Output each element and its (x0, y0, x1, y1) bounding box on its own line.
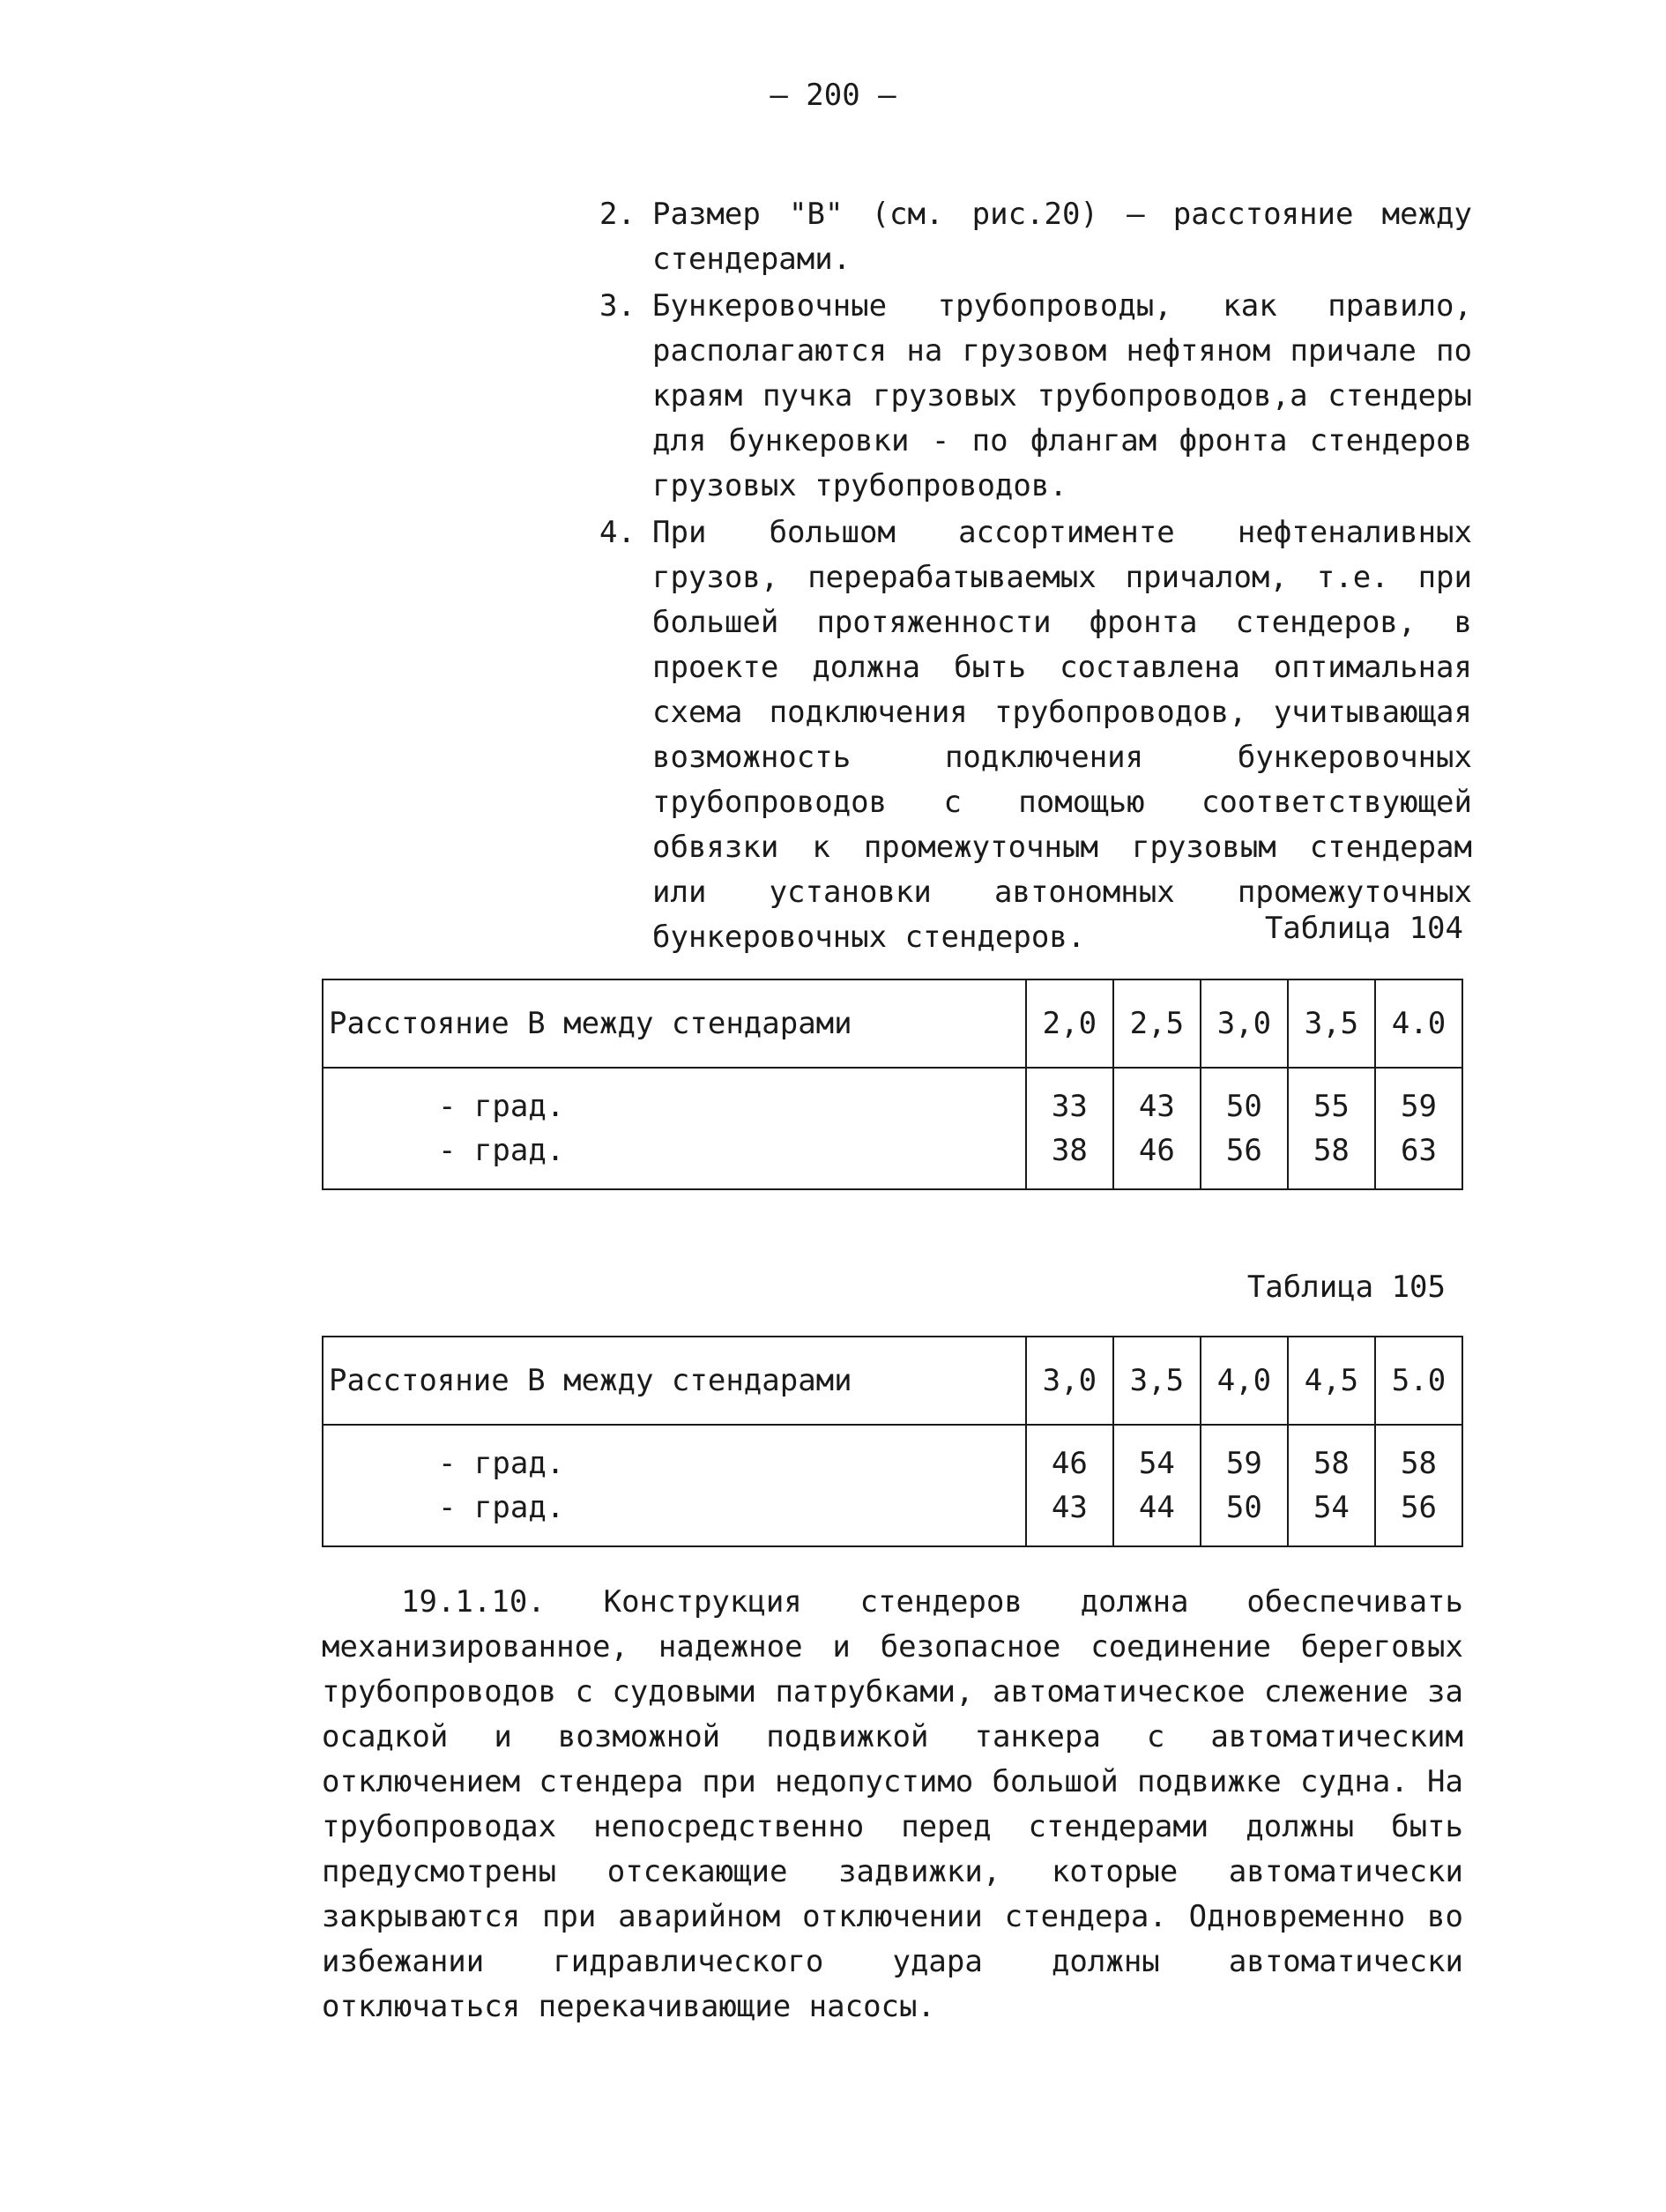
column-header: 3,5 (1113, 1337, 1201, 1425)
list-item-number: 3. (599, 288, 636, 324)
table-row (323, 1128, 1462, 1189)
table-cell: 56 (1201, 1128, 1288, 1189)
list-item-number: 4. (599, 515, 636, 550)
table-105 (322, 1336, 1463, 1547)
row-label: - град. (438, 1446, 565, 1481)
table-cell: 58 (1288, 1425, 1375, 1486)
table-cell: 33 (1026, 1068, 1113, 1128)
table-cell: 46 (1113, 1128, 1201, 1189)
table-cell: 59 (1201, 1425, 1288, 1486)
table-cell: 43 (1026, 1486, 1113, 1546)
body-paragraph: 19.1.10. Конструкция стендеров должна обеспечивать механизированное, надежное и безопасное соединение береговых трубопроводов с судовыми патрубками, автоматическое слежение за осадкой и возможной подвижкой танкера с автоматическим отключением стендера при недопустимо большой подвижке судна. На трубопроводах непосредственно перед стендерами должны быть предусмотрены отсекающие задвижки, которые автоматически закрываются при аварийном отключении стендера. Одновременно во избежании гидравлического удара должны автоматически отключаться перекачивающие насосы. (322, 1584, 1463, 2024)
table-cell: 56 (1375, 1486, 1462, 1546)
column-header: 2,5 (1113, 979, 1201, 1068)
list-item (599, 510, 1472, 960)
table-cell: 58 (1288, 1128, 1375, 1189)
table-105-caption: Таблица 105 (1246, 1270, 1446, 1305)
row-label: - град. (438, 1490, 565, 1525)
column-header: 2,0 (1026, 979, 1113, 1068)
row-label: - град. (438, 1133, 565, 1168)
table-cell: 63 (1375, 1128, 1462, 1189)
table-cell: 44 (1113, 1486, 1201, 1546)
table-cell: 55 (1288, 1068, 1375, 1128)
numbered-list (599, 192, 1472, 962)
column-header: 4.0 (1375, 979, 1462, 1068)
table-cell: 50 (1201, 1068, 1288, 1128)
table-row (323, 1068, 1462, 1128)
table-cell: 38 (1026, 1128, 1113, 1189)
column-header: 5.0 (1375, 1337, 1462, 1425)
table-cell: 46 (1026, 1425, 1113, 1486)
column-header: 3,5 (1288, 979, 1375, 1068)
table-cell: 43 (1113, 1068, 1201, 1128)
list-item-text: Бункеровочные трубопроводы, как правило, располагаются на грузовом нефтяном причале по краям пучка грузовых трубопроводов,а стендеры для бункеровки - по флангам фронта стендеров грузовых трубопроводов. (652, 288, 1472, 503)
table-104-caption: Таблица 104 (1264, 911, 1463, 946)
table-104 (322, 979, 1463, 1190)
table-row (323, 1425, 1462, 1486)
table-cell: 54 (1113, 1425, 1201, 1486)
table-cell: 58 (1375, 1425, 1462, 1486)
column-header: 3,0 (1026, 1337, 1113, 1425)
table-cell: 50 (1201, 1486, 1288, 1546)
table-cell: 59 (1375, 1068, 1462, 1128)
table-cell: 54 (1288, 1486, 1375, 1546)
page-number: – 200 – (770, 78, 896, 113)
column-header: 3,0 (1201, 979, 1288, 1068)
row-label: - град. (438, 1089, 565, 1124)
list-item-text: При большом ассортименте нефтеналивных грузов, перерабатываемых причалом, т.е. при большей протяженности фронта стендеров, в проекте должна быть составлена оптимальная схема подключения трубопроводов, учитывающая возможность подключения бункеровочных трубопроводов с помощью соответствующей обвязки к промежуточным грузовым стендерам или установки автономных промежуточных бункеровочных стендеров. (652, 515, 1472, 955)
table-header-label: Расстояние В между стендарами (323, 979, 1026, 1068)
table-header-row (323, 1337, 1462, 1425)
table-header-label: Расстояние В между стендарами (323, 1337, 1026, 1425)
table-header-row (323, 979, 1462, 1068)
list-item-text: Размер "В" (см. рис.20) – расстояние между стендерами. (652, 197, 1472, 277)
column-header: 4,0 (1201, 1337, 1288, 1425)
list-item (599, 284, 1472, 509)
column-header: 4,5 (1288, 1337, 1375, 1425)
list-item-number: 2. (599, 197, 636, 232)
table-row (323, 1486, 1462, 1546)
list-item (599, 192, 1472, 282)
